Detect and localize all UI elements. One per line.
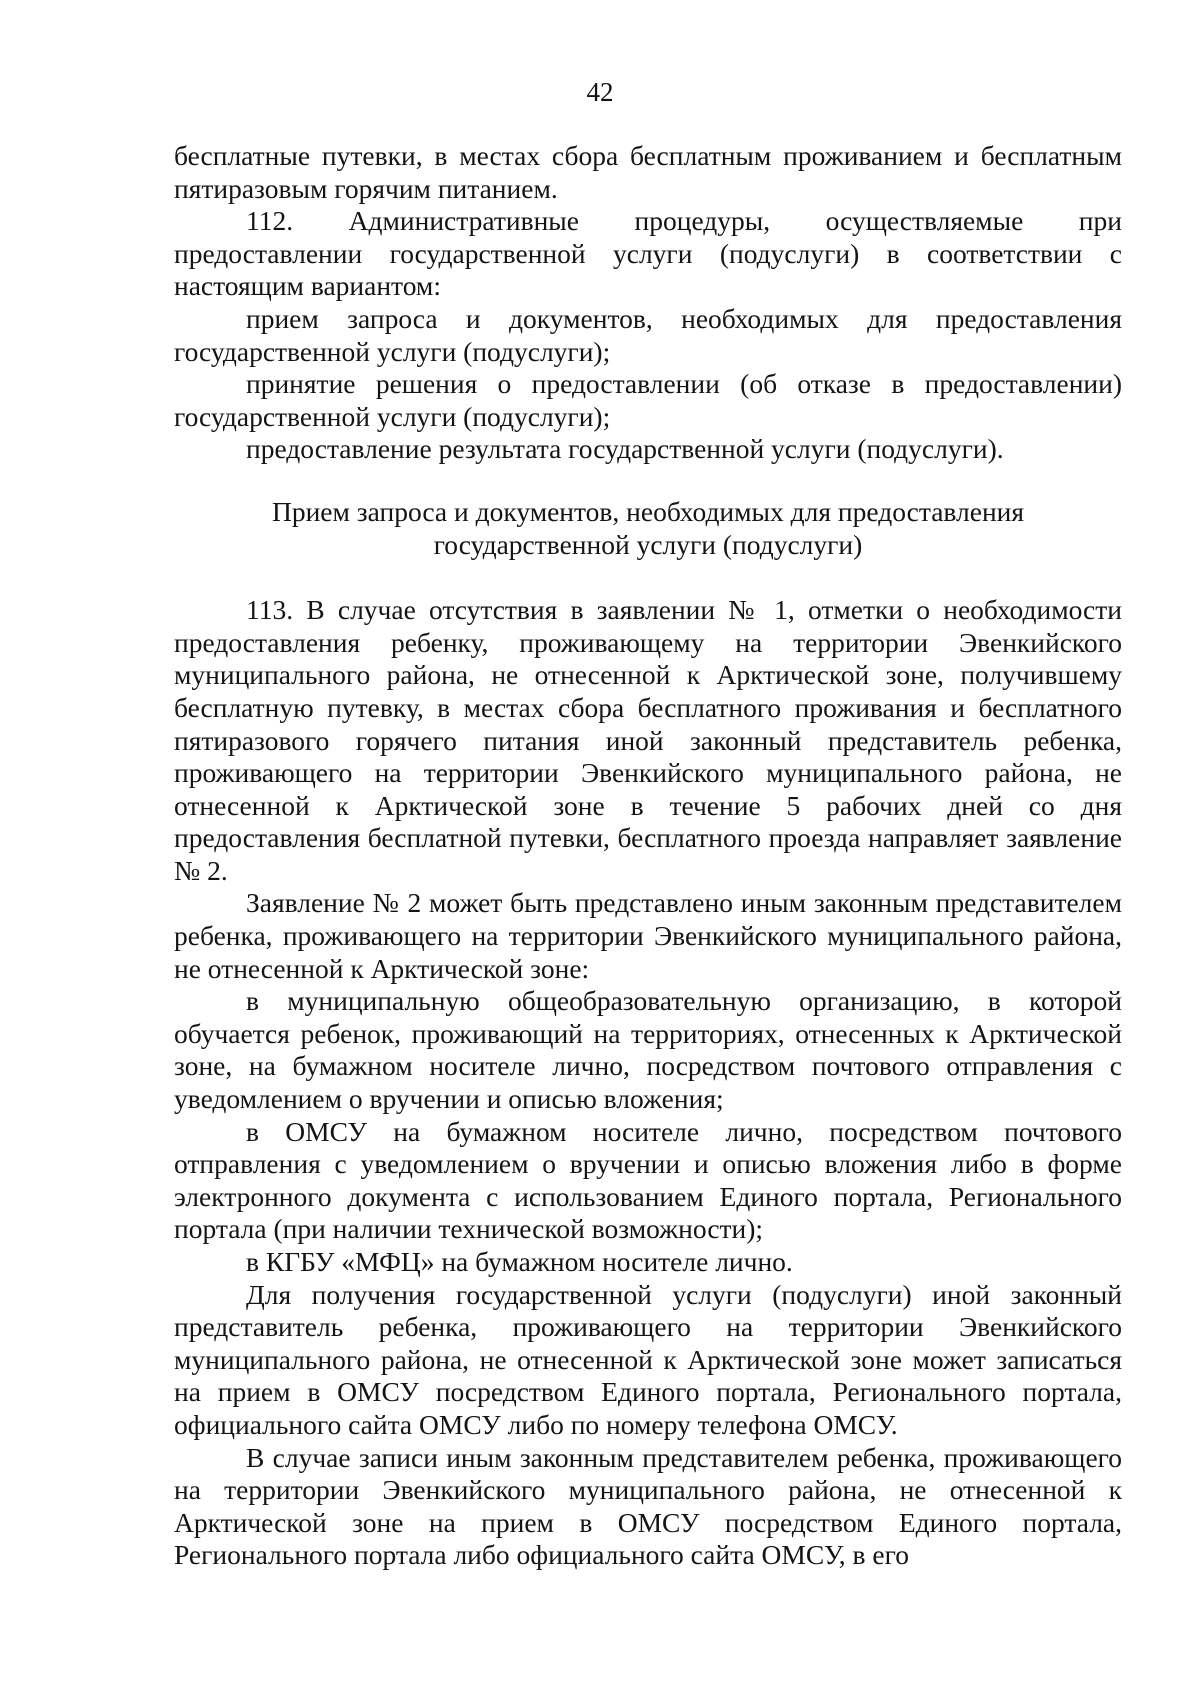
section-heading: Прием запроса и документов, необходимых для предоставления государственной услуги (подуслуги) [271, 495, 1025, 560]
paragraph-continuation: бесплатные путевки, в местах сбора бесплатным проживанием и бесплатным пятиразовым горячим питанием. [174, 140, 1122, 204]
paragraph-item-112: 112. Административные процедуры, осуществляемые при предоставлении государственной услуги (подуслуги) в соответствии с настоящим вариантом: [174, 205, 1122, 302]
paragraph-appointment: Для получения государственной услуги (подуслуги) иной законный представитель ребенка, проживающего на территории Эвенкийского муниципального района, не отнесенной к Арктической зоне может записаться на прием в ОМСУ посредством Единого портала, Регионального портала, официального сайта ОМСУ либо по номеру телефона ОМСУ. [174, 1278, 1122, 1440]
list-item-procedure: прием запроса и документов, необходимых для предоставления государственной услуги (подуслуги); [174, 302, 1122, 367]
list-item-submission-channel: в КГБУ «МФЦ» на бумажном носителе лично. [246, 1246, 793, 1277]
list-item-submission-channel: в ОМСУ на бумажном носителе лично, посредством почтового отправления с уведомлением о вручении и описью вложения либо в форме электронного документа с использованием Единого портала, Регионального портала (при наличии технической возможности); [174, 1115, 1122, 1245]
paragraph-application-2: Заявление № 2 может быть представлено иным законным представителем ребенка, проживающего на территории Эвенкийского муниципального района, не отнесенной к Арктической зоне: [174, 887, 1122, 984]
list-item-submission-channel: в муниципальную общеобразовательную организацию, в которой обучается ребенок, проживающий на территориях, отнесенных к Арктической зоне, на бумажном носителе лично, посредством почтового отправления с уведомлением о вручении и описью вложения; [174, 985, 1122, 1115]
list-item-procedure: принятие решения о предоставлении (об отказе в предоставлении) государственной услуги (подуслуги); [174, 368, 1122, 432]
paragraph-item-113: 113. В случае отсутствия в заявлении № 1, отметки о необходимости предоставления ребенку, проживающему на территории Эвенкийского муниципального района, не отнесенной к Арктической зоне, получившему бесплатную путевку, в местах сбора бесплатного проживания и бесплатного пятиразового горячего питания иной законный представитель ребенка, проживающего на территории Эвенкийского муниципального района, не отнесенной к Арктической зоне в течение 5 рабочих дней со дня предоставления бесплатной путевки, бесплатного проезда направляет заявление № 2. [174, 594, 1122, 886]
paragraph-appointment-record: В случае записи иным законным представителем ребенка, проживающего на территории Эвенкийского муниципального района, не отнесенной к Арктической зоне на прием в ОМСУ посредством Единого портала, Регионального портала либо официального сайта ОМСУ, в его [174, 1441, 1122, 1571]
document-body [174, 140, 1122, 1572]
page-number: 42 [586, 77, 614, 107]
list-item-procedure: предоставление результата государственной услуги (подуслуги). [246, 433, 1004, 465]
